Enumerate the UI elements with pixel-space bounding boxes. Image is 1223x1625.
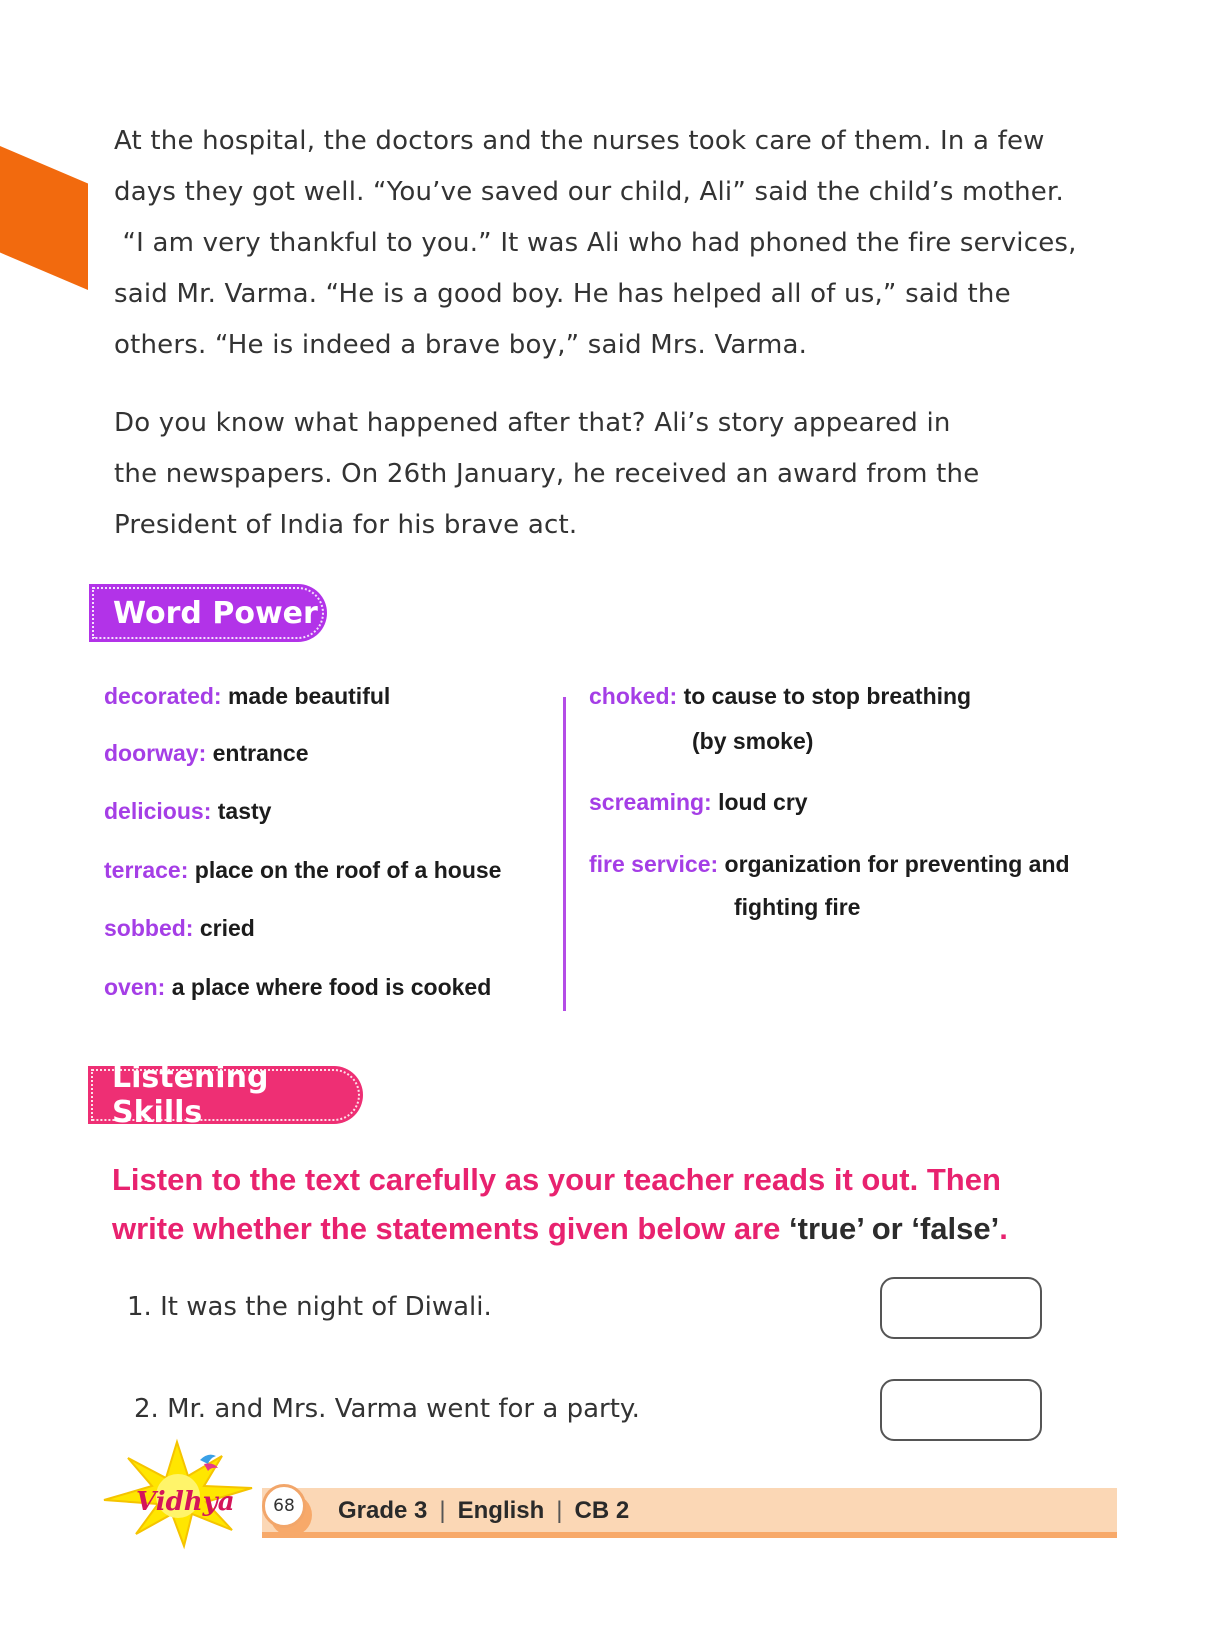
glossary-term: terrace:	[104, 857, 189, 883]
glossary-term: choked:	[589, 683, 678, 709]
story-line: Do you know what happened after that? Ali’s story appeared in	[114, 408, 951, 438]
glossary-meaning: to cause to stop breathing	[683, 683, 972, 709]
footer-grade: Grade 3	[338, 1497, 428, 1524]
listening-skills-title: Listening Skills	[112, 1060, 269, 1130]
page-number	[262, 1484, 306, 1528]
story-line: “I am very thankful to you.” It was Ali who had phoned the fire services,	[114, 228, 1077, 258]
story-line: President of India for his brave act.	[114, 510, 578, 540]
footer-separator: |	[556, 1497, 563, 1524]
listening-skills-heading	[88, 1060, 363, 1130]
glossary-entry	[104, 915, 255, 942]
glossary-term: fire service:	[589, 851, 719, 877]
answer-box-1[interactable]	[880, 1277, 1042, 1339]
listening-instruction	[112, 1155, 1122, 1253]
glossary-meaning: place on the roof of a house	[194, 857, 502, 883]
instruction-text: write whether the statements given below are	[112, 1211, 790, 1246]
glossary-term: delicious:	[104, 798, 212, 824]
story-line: At the hospital, the doctors and the nurses took care of them. In a few	[114, 126, 1045, 156]
glossary-term: sobbed:	[104, 915, 194, 941]
word-power-heading	[89, 584, 327, 642]
glossary-entry	[104, 974, 491, 1001]
glossary-entry	[104, 740, 309, 767]
instruction-true: ‘true’	[789, 1211, 864, 1246]
glossary-term: oven:	[104, 974, 166, 1000]
glossary-divider	[563, 697, 566, 1011]
instruction-or: or	[863, 1211, 912, 1246]
glossary-meaning: a place where food is cooked	[171, 974, 492, 1000]
vidhya-logo	[92, 1438, 262, 1550]
glossary-entry	[589, 851, 1070, 878]
instruction-line	[112, 1204, 1122, 1253]
glossary-meaning: tasty	[217, 798, 272, 824]
footer-book: CB 2	[574, 1497, 630, 1524]
glossary-entry	[104, 857, 501, 884]
glossary-meaning: cried	[199, 915, 255, 941]
glossary-meaning: loud cry	[718, 789, 808, 815]
story-line: others. “He is indeed a brave boy,” said Mrs. Varma.	[114, 330, 808, 360]
footer-course-info	[338, 1494, 629, 1528]
footer-underline	[262, 1532, 1117, 1538]
footer-subject: English	[457, 1497, 545, 1524]
statement-2: 2. Mr. and Mrs. Varma went for a party.	[134, 1394, 640, 1424]
instruction-line: Listen to the text carefully as your teacher reads it out. Then	[112, 1162, 1001, 1197]
footer-separator: |	[439, 1497, 446, 1524]
glossary-term: doorway:	[104, 740, 207, 766]
instruction-false: ‘false’	[911, 1211, 1000, 1246]
story-line: days they got well. “You’ve saved our child, Ali” said the child’s mother.	[114, 177, 1064, 207]
glossary-term: screaming:	[589, 789, 712, 815]
statement-1: 1. It was the night of Diwali.	[127, 1292, 492, 1322]
word-power-title: Word Power	[113, 595, 318, 631]
glossary-meaning: entrance	[212, 740, 309, 766]
corner-decoration	[0, 146, 88, 290]
glossary-meaning-continuation: (by smoke)	[692, 728, 814, 754]
glossary-entry	[104, 683, 390, 710]
glossary-term: decorated:	[104, 683, 222, 709]
logo-text: Vidhya	[136, 1487, 235, 1517]
glossary-entry	[589, 789, 808, 816]
glossary-entry	[104, 798, 271, 825]
glossary-meaning-continuation: fighting fire	[734, 894, 861, 920]
story-line: said Mr. Varma. “He is a good boy. He has helped all of us,” said the	[114, 279, 1011, 309]
story-line: the newspapers. On 26th January, he received an award from the	[114, 459, 980, 489]
instruction-end: .	[999, 1211, 1008, 1246]
answer-box-2[interactable]	[880, 1379, 1042, 1441]
story-paragraph-2	[114, 398, 1114, 551]
page-number-text: 68	[273, 1496, 295, 1516]
glossary-entry	[589, 683, 971, 710]
story-paragraph-1	[114, 116, 1114, 371]
glossary-meaning: organization for preventing and	[724, 851, 1070, 877]
glossary-meaning: made beautiful	[227, 683, 391, 709]
